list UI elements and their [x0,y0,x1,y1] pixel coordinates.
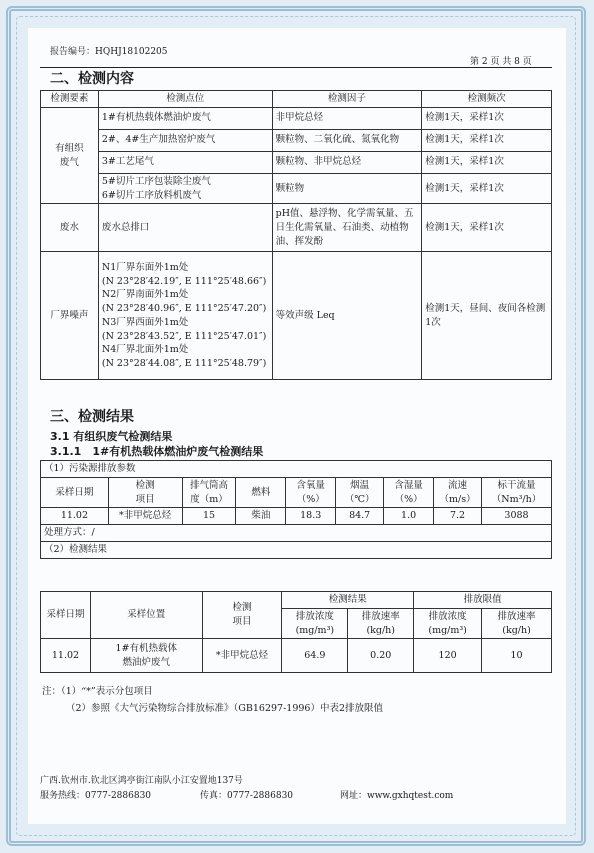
params-header-cell: 流速 （m/s） [434,477,482,508]
table-row [41,107,552,129]
params-value-cell: 1.0 [384,508,434,525]
factor-cell: 等效声级 Leq [272,252,422,380]
frequency-cell: 检测1天，采样1次 [422,107,552,129]
params-header-row [41,477,552,508]
params-caption: （1）污染源排放参数 [41,461,552,478]
footer-website: 网址：www.gxhqtest.com [340,791,454,801]
frequency-cell: 检测1天，昼间、夜间各检测1次 [422,252,552,380]
params-value-cell: 柴油 [236,508,286,525]
subsection-3-1-1: 3.1.1 1#有机热载体燃油炉废气检测结果 [50,445,264,458]
footer-fax: 传真：0777-2886830 [200,791,294,801]
results-data-row [41,639,552,673]
frequency-cell: 检测1天，采样1次 [422,173,552,204]
factor-cell: 非甲烷总烃 [272,107,422,129]
frequency-cell: 检测1天，采样1次 [422,151,552,173]
section3-title: 三、检测结果 [50,409,134,425]
params-value-cell: 11.02 [41,508,109,525]
results-value-cell: 11.02 [41,639,91,673]
results-value-cell: 120 [414,639,482,673]
emission-parameters-table [40,460,552,559]
results-value-cell: 0.20 [348,639,414,673]
frequency-cell: 检测1天，采样1次 [422,204,552,252]
table-row [41,252,552,380]
params-header-cell: 燃料 [236,477,286,508]
point-cell: 3#工艺尾气 [98,151,272,173]
note-1: 注：（1）“*”表示分包项目 [42,686,153,697]
params-header-cell: 含湿量 （%） [384,477,434,508]
element-cell: 废水 [41,204,99,252]
element-cell: 有组织 废气 [41,107,99,204]
params-header-cell: 含氧量 （%） [286,477,336,508]
params-value-cell: *非甲烷总烃 [108,508,182,525]
results-header-item: 检测 项目 [202,592,282,639]
params-value-cell: 84.7 [336,508,384,525]
header-point: 检测点位 [98,91,272,108]
point-cell: 废水总排口 [98,204,272,252]
results-header-limit-rate: 排放速率 (kg/h) [482,608,552,639]
params-header-cell: 排气筒高 度（m） [182,477,236,508]
table-row [41,204,552,252]
params-header-cell: 检测 项目 [108,477,182,508]
params-value-cell: 18.3 [286,508,336,525]
params-header-cell: 采样日期 [41,477,109,508]
point-cell: 1#有机热载体燃油炉废气 [98,107,272,129]
point-cell: N1厂界东面外1m处 (N 23°28′42.19″, E 111°25′48.66″) N2厂界南面外1m处 (N 23°28′40.96″, E 111°25′47.20″) N3厂界西面外1m处 (N 23°28′43.52″, E 111°25′47.01″) N4厂界北面外1m处 (N 23°28′44.08″, E 111°25′48.79″) [98,252,272,380]
header-element: 检测要素 [41,91,99,108]
results-value-cell: 1#有机热载体 燃油炉废气 [90,639,202,673]
table-row [41,151,552,173]
footer-address: 广西.钦州市.钦北区鸿亭街江南队小江安置地137号 [40,776,243,786]
results-header-limit-group: 排放限值 [414,592,552,609]
header-factor: 检测因子 [272,91,422,108]
report-number: 报告编号：HQHJ18102205 [50,47,168,57]
element-cell: 厂界噪声 [41,252,99,380]
factor-cell: 颗粒物 [272,173,422,204]
results-table [40,591,552,673]
results-value-cell: 10 [482,639,552,673]
table-row [41,129,552,151]
note-2: （2）参照《大气污染物综合排放标准》（GB16297-1996）中表2排放限值 [66,703,384,714]
params-header-cell: 烟温 （℃） [336,477,384,508]
factor-cell: 颗粒物、非甲烷总烃 [272,151,422,173]
results-header-limit-concentration: 排放浓度 (mg/m³) [414,608,482,639]
results-value-cell: *非甲烷总烃 [202,639,282,673]
treatment-method: 处理方式：/ [41,525,552,542]
table-header-row [41,91,552,108]
results-caption: （2）检测结果 [41,541,552,558]
params-header-cell: 标干流量 （Nm³/h） [482,477,552,508]
frequency-cell: 检测1天，采样1次 [422,129,552,151]
point-cell: 2#、4#生产加热窑炉废气 [98,129,272,151]
results-header-rate: 排放速率 (kg/h) [348,608,414,639]
factor-cell: 颗粒物、二氧化硫、氮氧化物 [272,129,422,151]
page-info: 第 2 页 共 8 页 [470,57,532,67]
results-header-location: 采样位置 [90,592,202,639]
params-value-cell: 3088 [482,508,552,525]
table-row [41,173,552,204]
results-header-result-group: 检测结果 [282,592,414,609]
subsection-3-1: 3.1 有组织废气检测结果 [50,430,173,443]
results-header-date: 采样日期 [41,592,91,639]
inspection-content-table [40,90,552,380]
results-value-cell: 64.9 [282,639,348,673]
footer-hotline: 服务热线：0777-2886830 [40,791,152,801]
point-cell: 5#切片工序包装除尘废气 6#切片工序放料机废气 [98,173,272,204]
params-value-cell: 7.2 [434,508,482,525]
factor-cell: pH值、悬浮物、化学需氧量、五日生化需氧量、石油类、动植物油、挥发酚 [272,204,422,252]
results-header-concentration: 排放浓度 (mg/m³) [282,608,348,639]
header-frequency: 检测频次 [422,91,552,108]
params-data-row [41,508,552,525]
params-value-cell: 15 [182,508,236,525]
section2-title: 二、检测内容 [50,71,134,87]
